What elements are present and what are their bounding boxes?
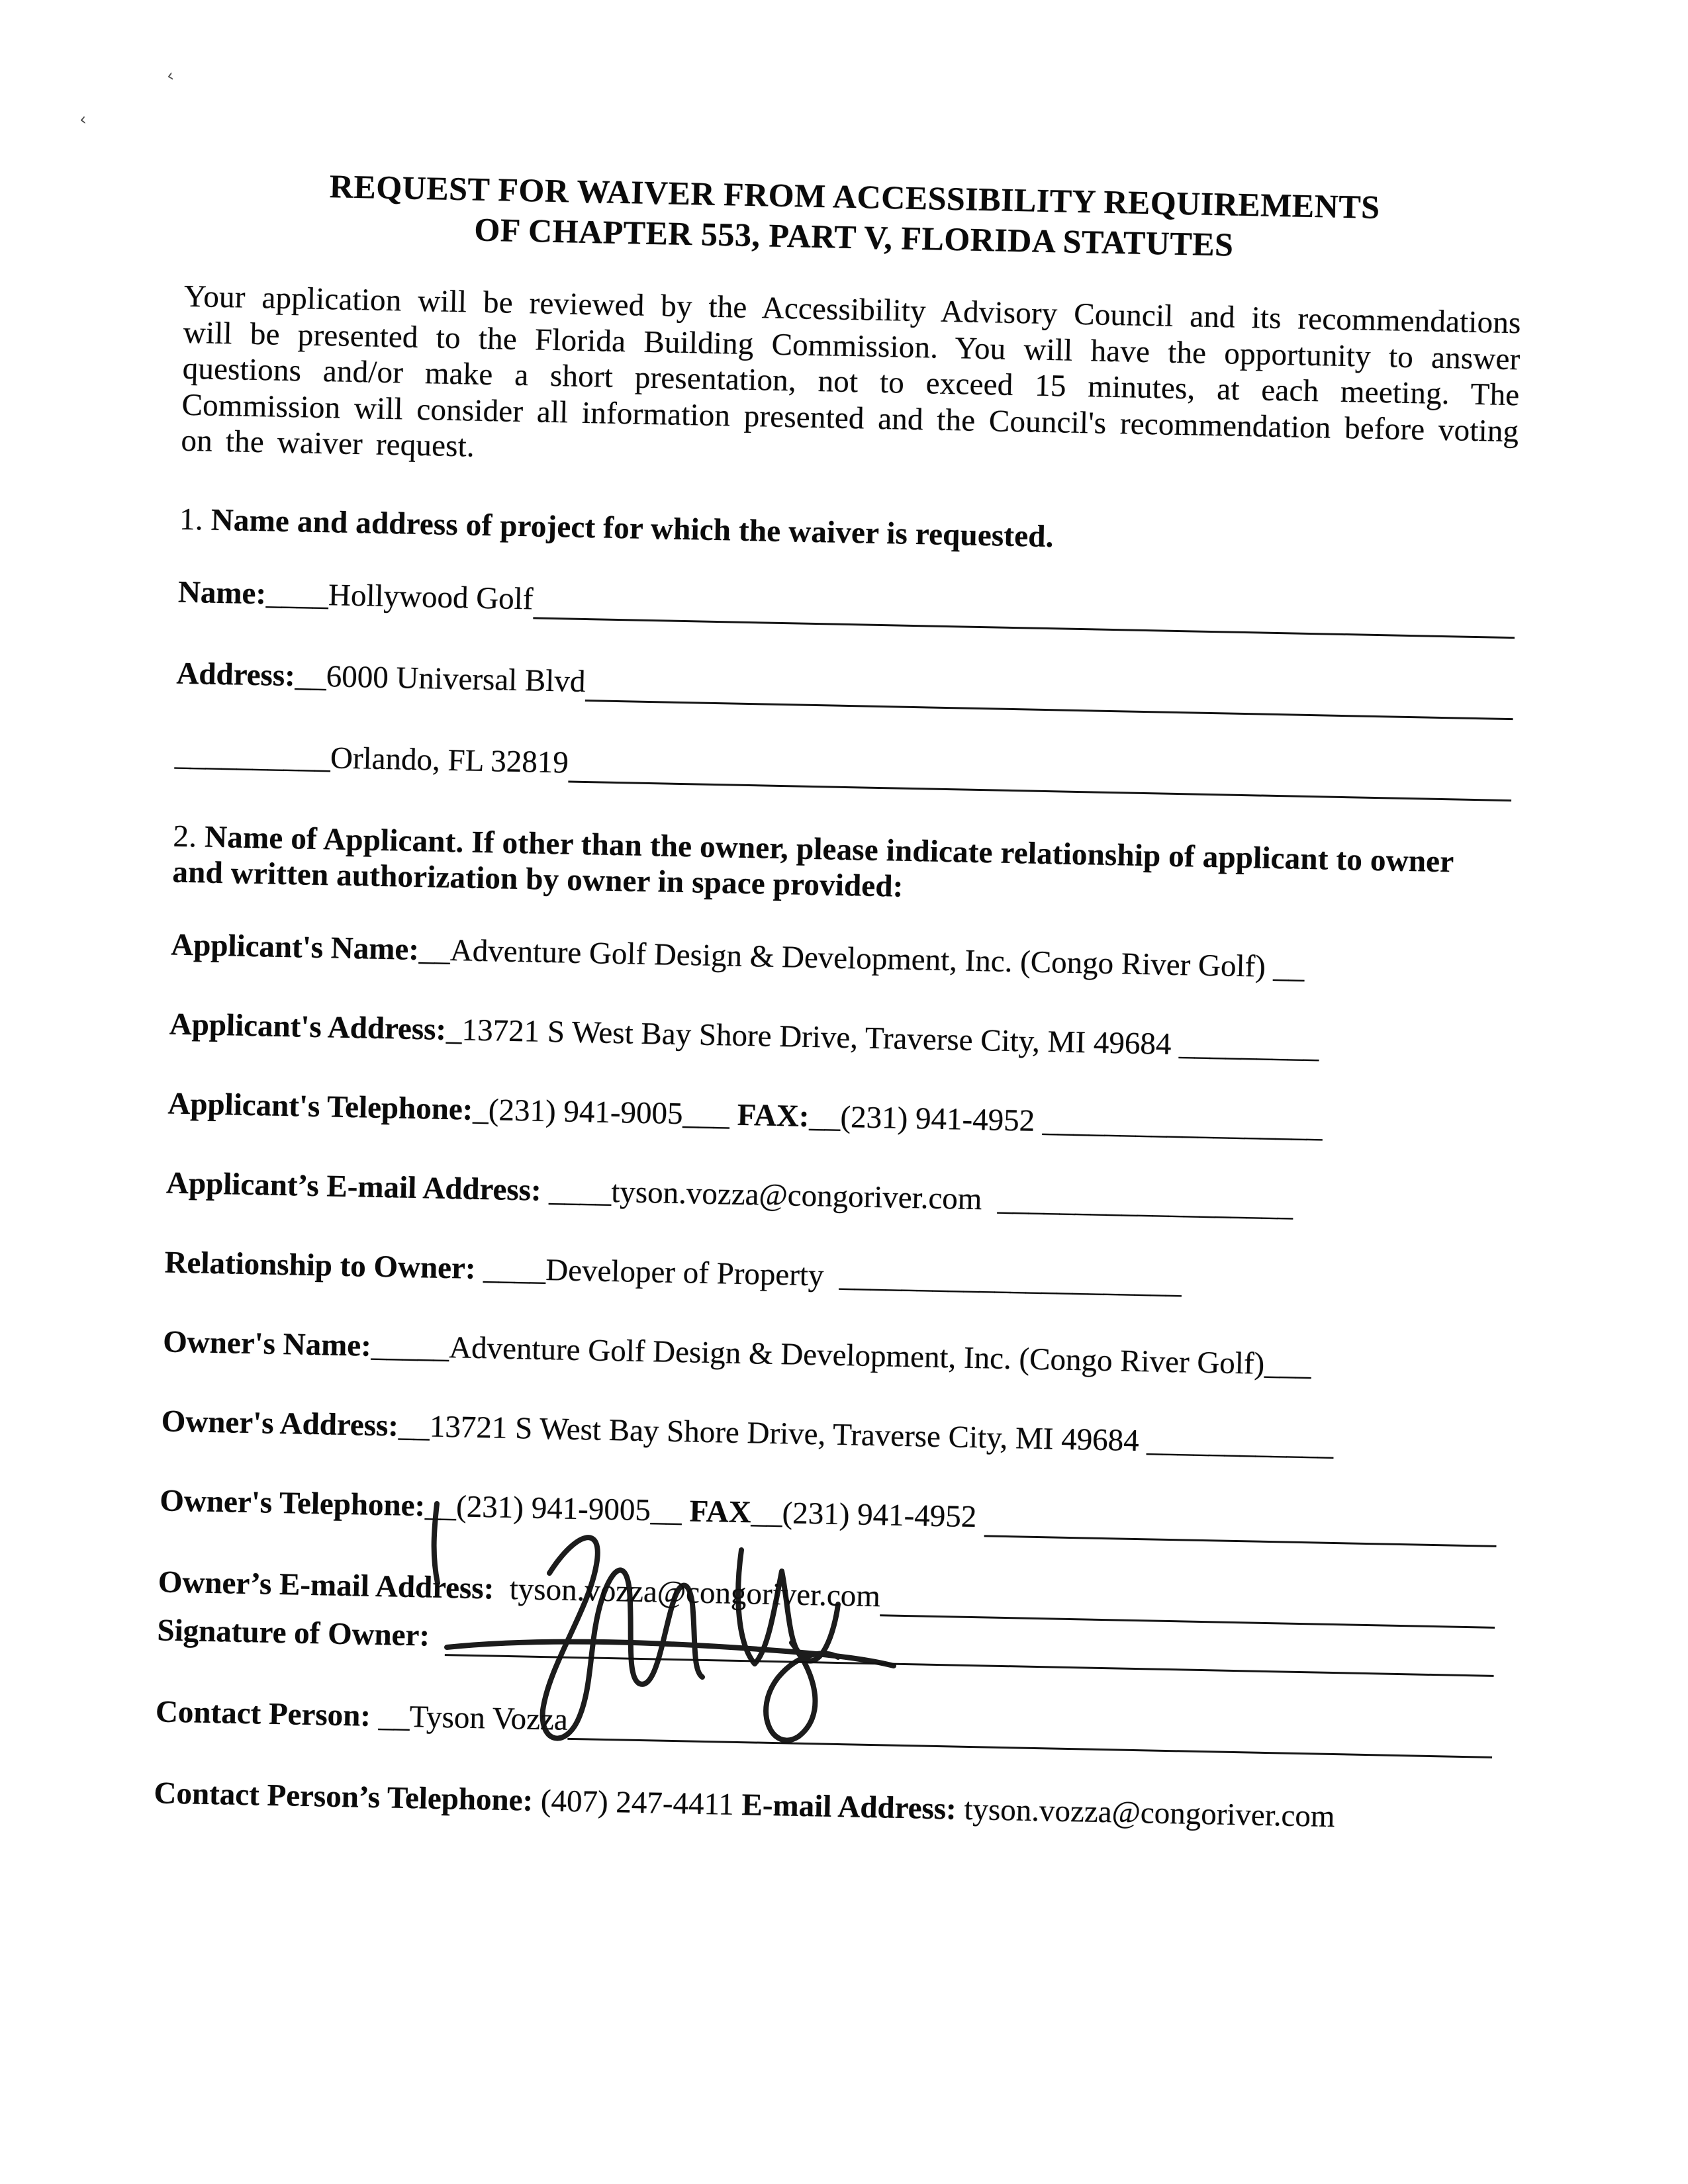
field-value: tyson.vozza@congoriver.com — [509, 1572, 881, 1614]
field-row-owner-address — [161, 1404, 1499, 1467]
underscore-segment: ___________________ — [981, 1182, 1293, 1223]
form-title-line2: OF CHAPTER 553, PART V, FLORIDA STATUTES — [473, 210, 1235, 263]
field-label: Address: — [176, 656, 296, 693]
underscore-segment: ____ — [265, 576, 329, 612]
form-content — [153, 163, 1524, 1882]
section1-number: 1. — [179, 502, 204, 537]
field-label: Applicant's Name: — [170, 927, 420, 967]
intro-paragraph: Your application will be reviewed by the Accessibility Advisory Council and its recommendations will be presented to the Florida Building Commission. You will have the opportunity to answer questions and/or make a short presentation, not to exceed 15 minutes, at each meeting. The Commission will consider all information presented and the Council's recommendation before voting on the waiver request. — [181, 279, 1522, 464]
form-title — [185, 163, 1524, 271]
ruled-line — [533, 581, 1515, 639]
field-value: Developer of Property — [545, 1253, 824, 1293]
field-value: tyson.vozza@congoriver.com — [956, 1792, 1336, 1835]
ruled-line — [880, 1579, 1495, 1629]
section1-heading-text: Name and address of project for which the waiver is requested. — [211, 502, 1055, 554]
field-row-project-name — [177, 574, 1515, 639]
field-label: Relationship to Owner: — [164, 1245, 477, 1286]
field-value: tyson.vozza@congoriver.com — [610, 1174, 982, 1217]
underscore-segment: __ — [418, 932, 451, 968]
underscore-segment: __________________ — [1034, 1103, 1323, 1144]
field-value: Tyson Vozza — [409, 1700, 569, 1738]
field-label: Applicant's Telephone: — [167, 1086, 473, 1127]
underscore-segment: __ — [650, 1493, 690, 1529]
field-label: Owner's Telephone: — [159, 1483, 426, 1524]
field-value: Adventure Golf Design & Development, Inc. (Congo River Golf) — [448, 1330, 1265, 1381]
underscore-segment: _________ — [1170, 1026, 1320, 1065]
section2-heading — [172, 818, 1511, 917]
field-value: 13721 S West Bay Shore Drive, Traverse City, MI 49684 — [461, 1013, 1172, 1062]
section2-heading-text: Name of Applicant. If other than the owner, please indicate relationship of applicant to owner and written authorization by owner in space provided: — [171, 819, 1454, 904]
scan-artifact: ‹ — [164, 66, 176, 87]
field-value: (231) 941-9005 — [455, 1489, 651, 1528]
field-label: Owner's Name: — [162, 1324, 372, 1363]
underscore-segment: __ — [370, 1699, 410, 1735]
field-row-contact-telephone — [154, 1776, 1491, 1839]
signature-ruled-line — [445, 1618, 1495, 1677]
field-label: Owner’s E-mail Address: — [158, 1565, 494, 1606]
underscore-segment: __ — [424, 1488, 457, 1524]
field-value: Orlando, FL 32819 — [330, 741, 569, 780]
form-title-line1: REQUEST FOR WAIVER FROM ACCESSIBILITY REQUIREMENTS — [329, 167, 1381, 226]
field-value: (231) 941-4952 — [782, 1496, 977, 1535]
underscore-segment: __________ — [174, 737, 331, 776]
field-value: 6000 Universal Blvd — [326, 659, 586, 699]
underscore-segment: __ — [1265, 949, 1305, 985]
field-value: Adventure Golf Design & Development, Inc. (Congo River Golf) — [449, 933, 1266, 984]
underscore-segment: ___ — [682, 1097, 738, 1132]
field-label: Contact Person: — [155, 1694, 371, 1734]
underscore-segment: ______________________ — [823, 1258, 1182, 1300]
field-value: (407) 247-4411 — [532, 1784, 743, 1823]
field-label: Applicant's Address: — [169, 1007, 447, 1047]
fax-label: FAX: — [737, 1097, 810, 1134]
underscore-segment — [494, 1571, 510, 1608]
scan-artifact: ‹ — [78, 109, 87, 130]
underscore-segment: __ — [808, 1099, 841, 1134]
underscore-segment: _____ — [371, 1328, 449, 1365]
underscore-segment: ____________ — [1139, 1424, 1334, 1463]
fax-label: FAX — [689, 1494, 752, 1530]
field-value: (231) 941-4952 — [839, 1099, 1035, 1138]
section1-heading — [179, 501, 1517, 564]
field-row-owner-telephone — [160, 1483, 1497, 1548]
underscore-segment: ____ — [475, 1251, 546, 1288]
underscore-segment: __ — [751, 1495, 783, 1531]
underscore-segment: __ — [295, 658, 327, 694]
field-row-applicant-address — [169, 1006, 1507, 1069]
field-row-owner-name — [163, 1324, 1501, 1387]
field-row-project-address — [176, 655, 1514, 720]
field-label: Applicant’s E-mail Address: — [165, 1165, 542, 1208]
field-value: Hollywood Golf — [328, 577, 534, 617]
ruled-line — [567, 1702, 1493, 1758]
field-row-applicant-name — [171, 927, 1509, 989]
field-value: 13721 S West Bay Shore Drive, Traverse City, MI 49684 — [429, 1409, 1140, 1459]
field-row-project-city — [174, 737, 1512, 801]
field-label: Owner's Address: — [161, 1404, 399, 1443]
field-label: Signature of Owner: — [156, 1613, 430, 1653]
field-value: (231) 941-9005 — [488, 1093, 684, 1132]
underscore-segment: __ — [398, 1408, 430, 1444]
ruled-line — [568, 745, 1512, 801]
field-row-applicant-email — [166, 1165, 1504, 1228]
field-label: Name: — [177, 574, 267, 611]
section2-number: 2. — [173, 819, 197, 854]
underscore-segment: ____ — [541, 1173, 612, 1209]
field-row-contact-person — [155, 1694, 1493, 1759]
underscore-segment: _ — [472, 1092, 489, 1128]
field-row-relationship — [164, 1245, 1502, 1308]
ruled-line — [585, 664, 1514, 720]
underscore-segment: ___ — [1264, 1346, 1312, 1383]
underscore-segment: _ — [445, 1012, 463, 1048]
field-row-applicant-telephone — [167, 1085, 1505, 1148]
underscore-segment — [430, 1618, 446, 1655]
ruled-line — [984, 1500, 1497, 1548]
email-label: E-mail Address: — [741, 1788, 957, 1827]
field-label: Contact Person’s Telephone: — [154, 1776, 534, 1819]
